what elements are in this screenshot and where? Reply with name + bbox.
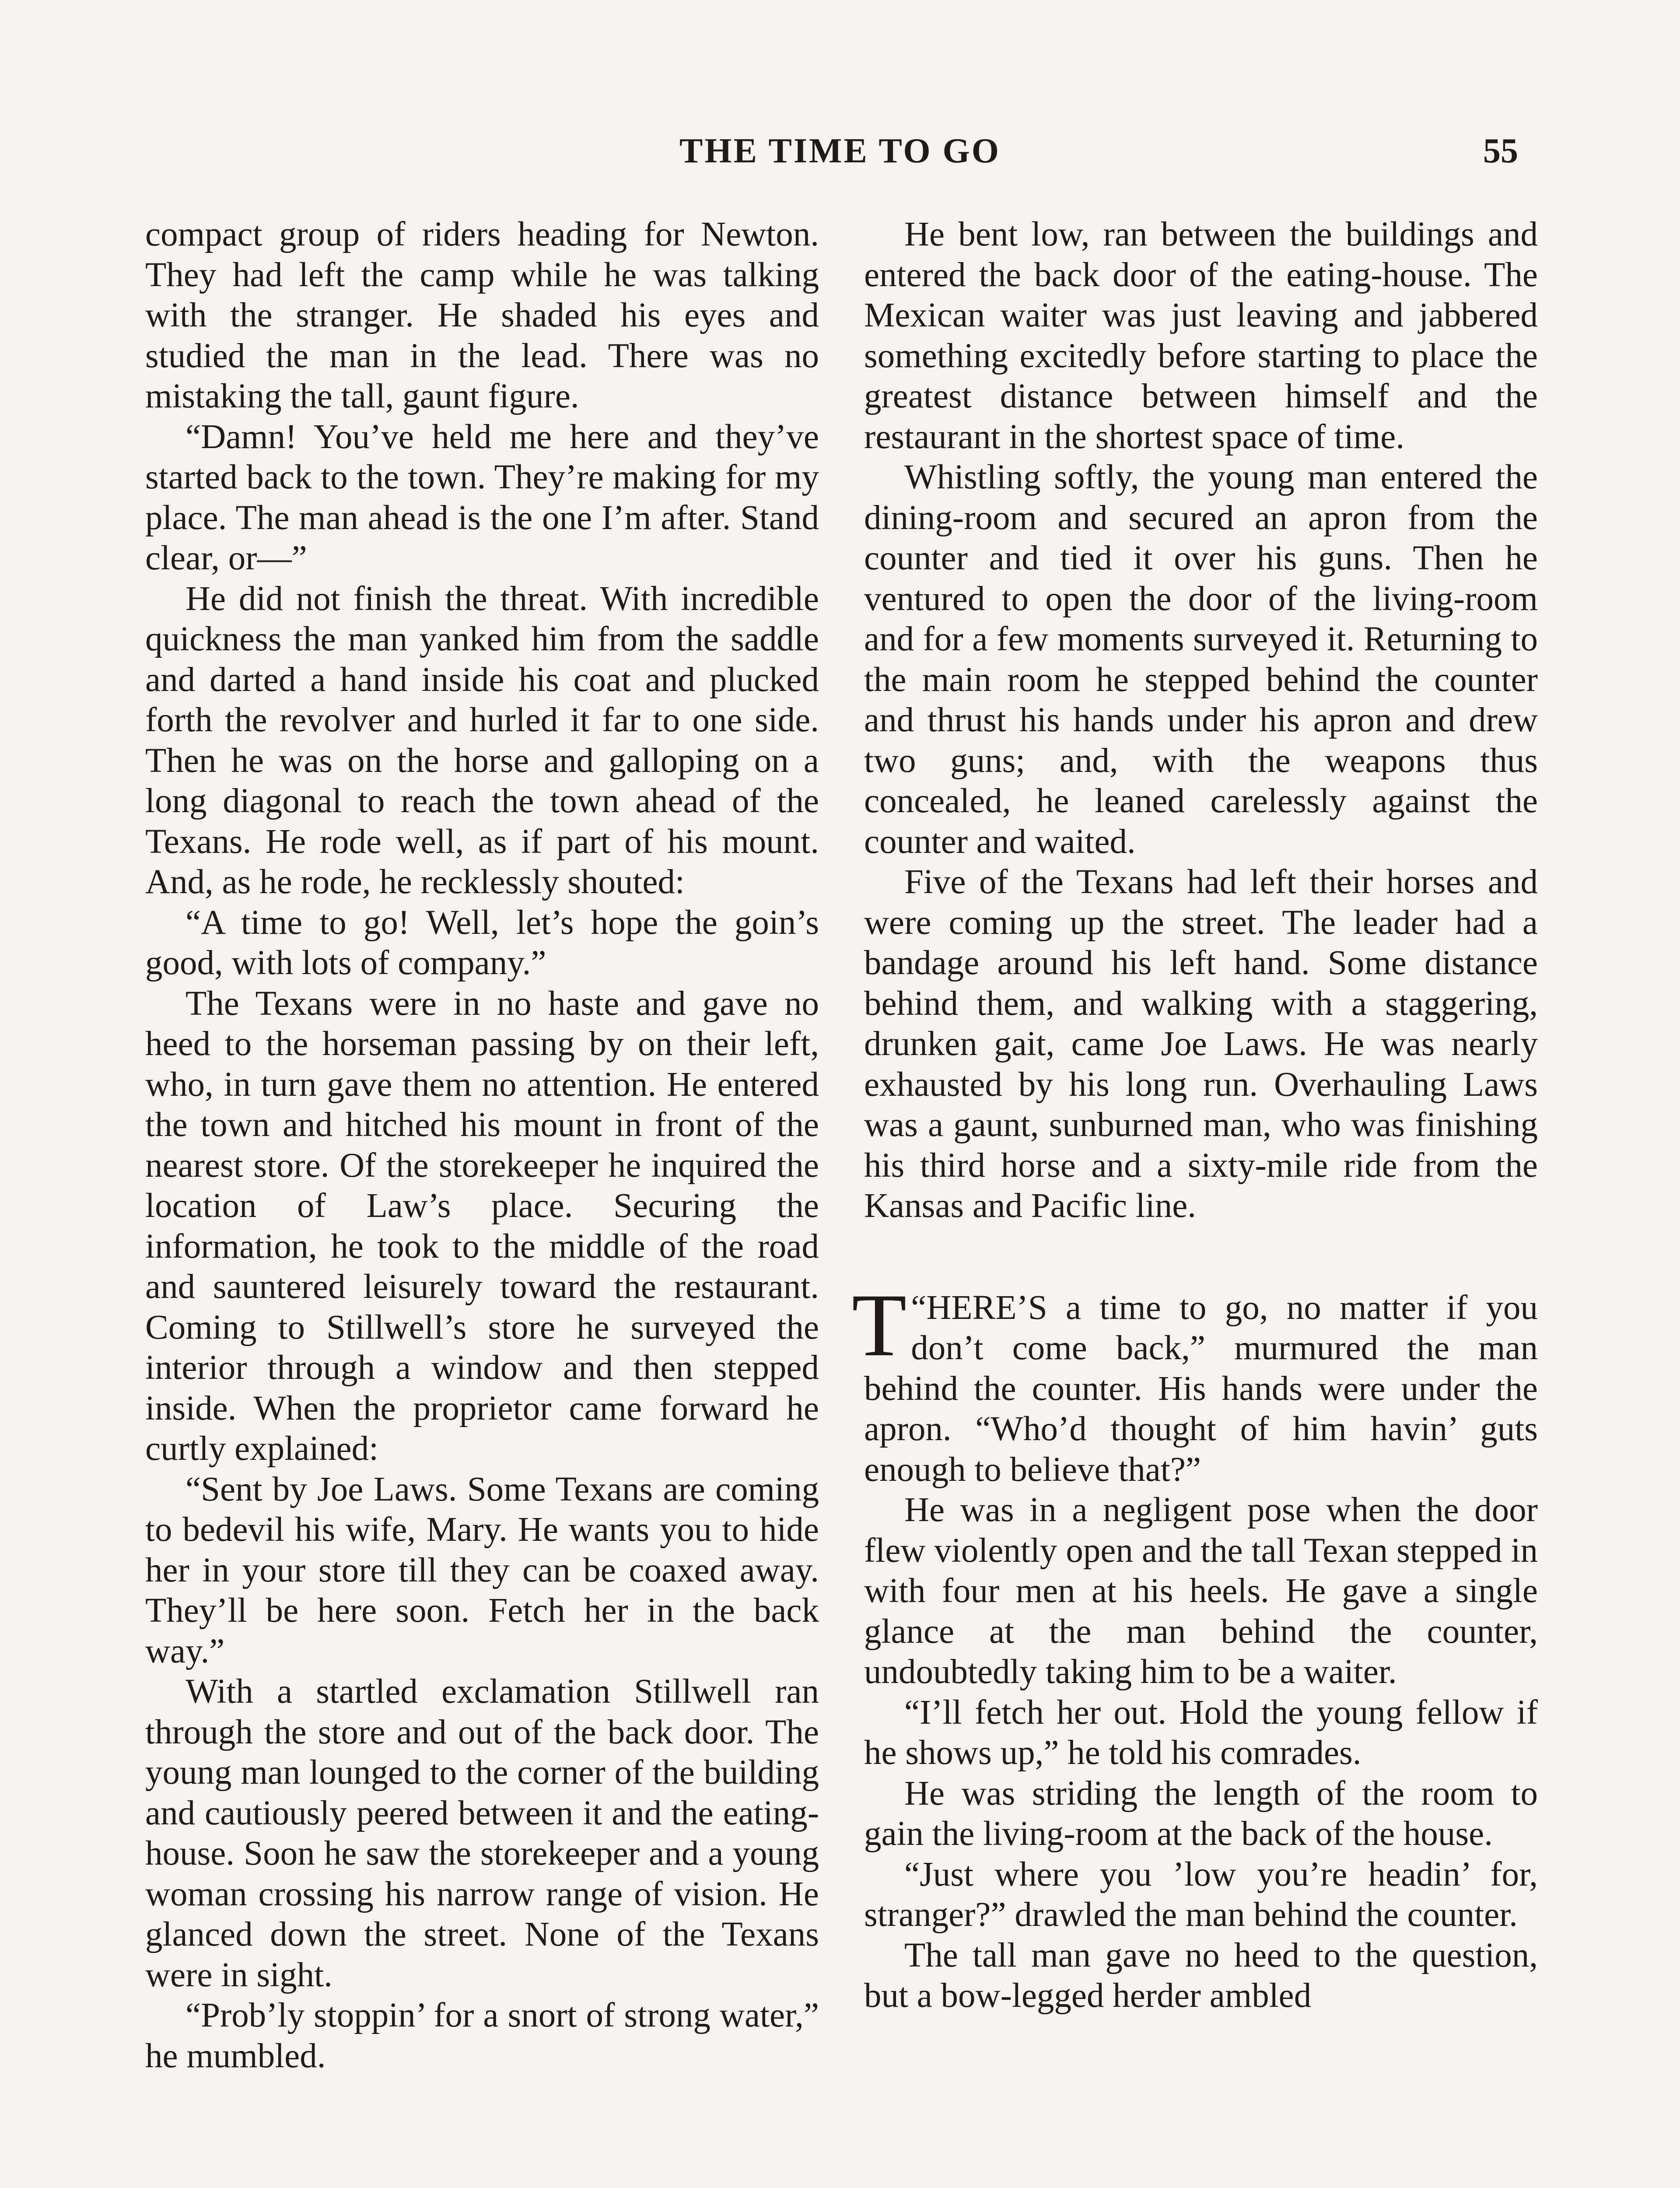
paragraph: Five of the Texans had left their horses and were coming up the street. The leader had a bandage around his left hand. Some distance behind them, and walking with a staggering, drunken gait, came Joe Laws. He was nearly exhausted by his long run. Overhauling Laws was a gaunt, sunburned man, who was finishing his third horse and a sixty-mile ride from the Kansas and Pacific line. — [864, 863, 1538, 1225]
paragraph: He was striding the length of the room to gain the living-room at the back of the house. — [864, 1774, 1538, 1853]
paragraph: “Sent by Joe Laws. Some Texans are coming to bedevil his wife, Mary. He wants you to hide her in your store till they can be coaxed away. They’ll be here soon. Fetch her in the back way.” — [145, 1470, 819, 1670]
paragraph: “A time to go! Well, let’s hope the goin’s good, with lots of company.” — [145, 903, 819, 982]
paragraph: He was in a negligent pose when the door flew violently open and the tall Texan stepped in with four men at his heels. He gave a single glance at the man behind the counter, undoubtedly taking him to be a waiter. — [864, 1491, 1538, 1691]
section-opening-paragraph — [852, 1275, 1538, 1490]
paragraph: He bent low, ran between the buildings and entered the back door of the eating-house. The Mexican waiter was just leaving and jabbered something excitedly before starting to place the greatest distance between himself and the restaurant in the shortest space of time. — [864, 215, 1538, 456]
paragraph: compact group of riders heading for Newton. They had left the camp while he was talking with the stranger. He shaded his eyes and studied the man in the lead. There was no mistaking the tall, gaunt figure. — [145, 215, 819, 415]
paragraph: Whistling softly, the young man entered the dining-room and secured an apron from the counter and tied it over his guns. Then he ventured to open the door of the living-room and for a few moments surveyed it. Returning to the main room he stepped behind the counter and thrust his hands under his apron and drew two guns; and, with the weapons thus concealed, he leaned carelessly against the counter and waited. — [864, 458, 1538, 861]
running-head — [0, 125, 1680, 182]
paragraph: With a startled exclamation Stillwell ran through the store and out of the back door. The young man lounged to the corner of the building and cautiously peered between it and the eating-house. Soon he saw the storekeeper and a young woman crossing his narrow range of vision. He glanced down the street. None of the Texans were in sight. — [145, 1673, 819, 1994]
section-opening-text: HERE’S a time to go, no matter if you don’t come back,” murmured the man behind the counter. His hands were under the apron. “Who’d thought of him havin’ guts enough to believe that?” — [864, 1288, 1538, 1489]
drop-cap: T — [852, 1275, 907, 1375]
paragraph: “Damn! You’ve held me here and they’ve started back to the town. They’re making for my place. The man ahead is the one I’m after. Stand clear, or—” — [145, 417, 819, 577]
running-title: THE TIME TO GO — [679, 132, 1001, 170]
right-column — [852, 214, 1538, 2016]
section-open-quote: “ — [911, 1288, 927, 1327]
paragraph: “Just where you ’low you’re headin’ for, stranger?” drawled the man behind the counter. — [864, 1855, 1538, 1934]
left-column — [145, 214, 819, 2076]
paragraph: He did not finish the threat. With incredible quickness the man yanked him from the saddle and darted a hand inside his coat and plucked forth the revolver and hurled it far to one side. Then he was on the horse and galloping on a long diagonal to reach the town ahead of the Texans. He rode well, as if part of his mount. And, as he rode, he recklessly shouted: — [145, 579, 819, 901]
page-number: 55 — [1483, 132, 1518, 170]
paragraph: The Texans were in no haste and gave no heed to the horseman passing by on their left, who, in turn gave them no attention. He entered the town and hitched his mount in front of the nearest store. Of the storekeeper he inquired the location of Law’s place. Securing the information, he took to the middle of the road and sauntered leisurely toward the restaurant. Coming to Stillwell’s store he surveyed the interior through a window and then stepped inside. When the proprietor came forward he curtly explained: — [145, 984, 819, 1468]
paragraph: “I’ll fetch her out. Hold the young fellow if he shows up,” he told his comrades. — [864, 1693, 1538, 1772]
paragraph: “Prob’ly stoppin’ for a snort of strong water,” he mumbled. — [145, 1996, 819, 2075]
paragraph: The tall man gave no heed to the question, but a bow-legged herder ambled — [864, 1936, 1538, 2015]
